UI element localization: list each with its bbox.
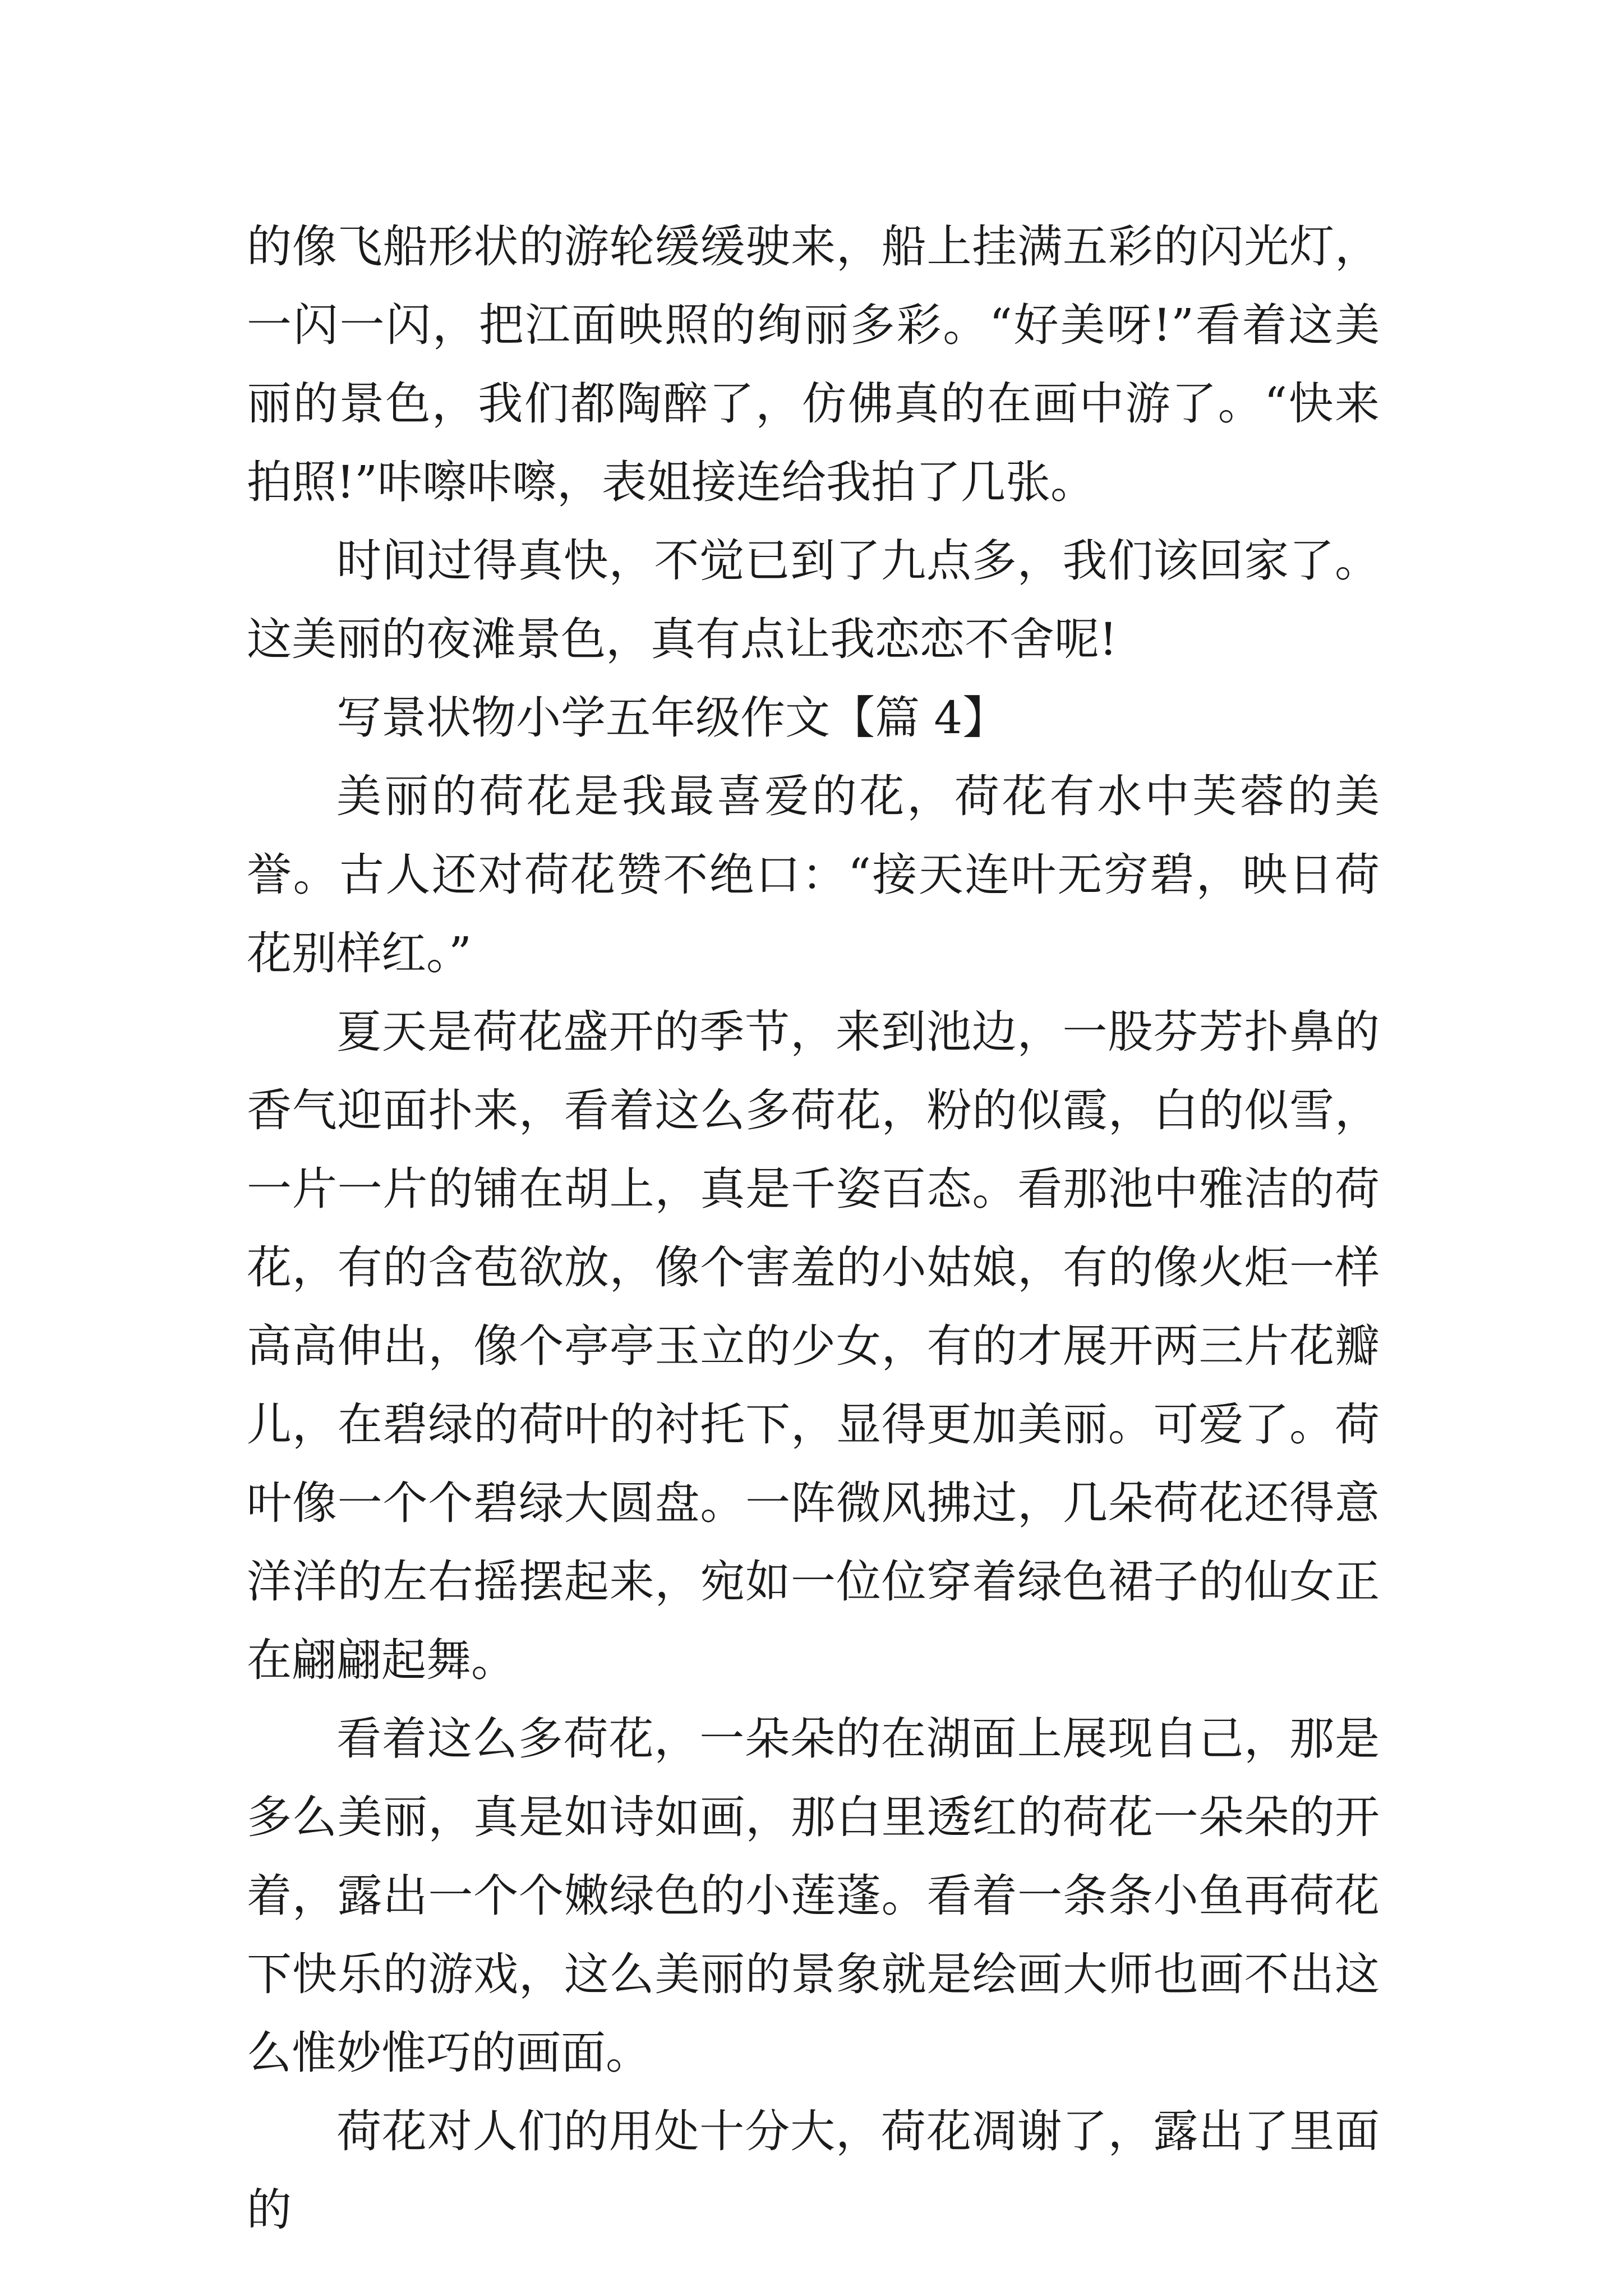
paragraph-6: 荷花对人们的用处十分大，荷花凋谢了，露出了里面的 — [247, 2105, 1380, 2236]
paragraph-1: 的像飞船形状的游轮缓缓驶来，船上挂满五彩的闪光灯，一闪一闪，把江面映照的绚丽多彩。“好美呀!”看着这美丽的景色，我们都陶醉了，仿佛真的在画中游了。“快来拍照!”咔嚓咔嚓，表姐接连给我拍了几张。 — [247, 220, 1380, 508]
paragraph-5: 看着这么多荷花，一朵朵的在湖面上展现自己，那是多么美丽，真是如诗如画，那白里透红的荷花一朵朵的开着，露出一个个嫩绿色的小莲蓬。看着一条条小鱼再荷花下快乐的游戏，这么美丽的景象就是绘画大师也画不出这么惟妙惟巧的画面。 — [247, 1713, 1380, 2079]
paragraph-3: 美丽的荷花是我最喜爱的花，荷花有水中芙蓉的美誉。古人还对荷花赞不绝口：“接天连叶无穷碧，映日荷花别样红。” — [247, 770, 1380, 979]
paragraph-2: 时间过得真快，不觉已到了九点多，我们该回家了。这美丽的夜滩景色，真有点让我恋恋不舍呢! — [247, 535, 1380, 665]
document-body — [247, 208, 1380, 2249]
paragraph-4: 夏天是荷花盛开的季节，来到池边，一股芬芳扑鼻的香气迎面扑来，看着这么多荷花，粉的似霞，白的似雪，一片一片的铺在胡上，真是千姿百态。看那池中雅洁的荷花，有的含苞欲放，像个害羞的小姑娘，有的像火炬一样高高伸出，像个亭亭玉立的少女，有的才展开两三片花瓣儿，在碧绿的荷叶的衬托下，显得更加美丽。可爱了。荷叶像一个个碧绿大圆盘。一阵微风拂过，几朵荷花还得意洋洋的左右摇摆起来，宛如一位位穿着绿色裙子的仙女正在翩翩起舞。 — [247, 1006, 1380, 1686]
section-heading: 写景状物小学五年级作文【篇 4】 — [336, 692, 1008, 744]
